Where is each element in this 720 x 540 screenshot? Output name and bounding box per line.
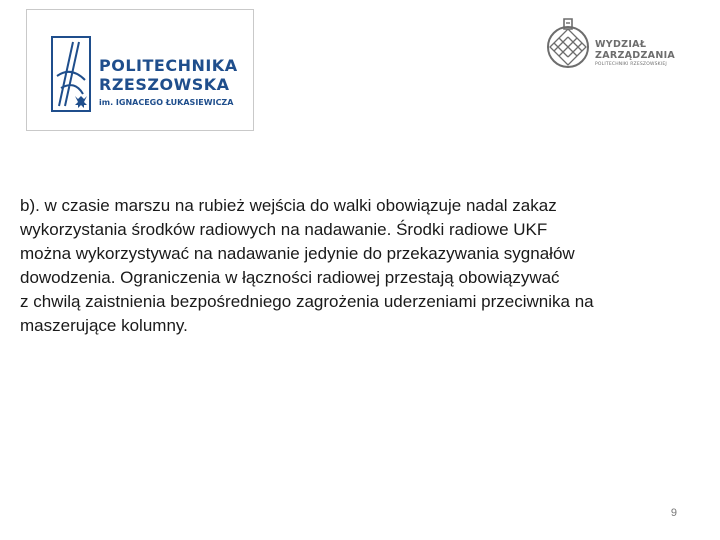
body-paragraph bbox=[20, 194, 710, 338]
paragraph-line: maszerujące kolumny. bbox=[20, 316, 188, 335]
paragraph-line: dowodzenia. Ograniczenia w łączności radiowej przestają obowiązywać bbox=[20, 268, 560, 287]
university-name-line2: RZESZOWSKA bbox=[99, 75, 230, 94]
paragraph-line: można wykorzystywać na nadawanie jedynie do przekazywania sygnałów bbox=[20, 244, 575, 263]
faculty-logo bbox=[545, 15, 685, 75]
faculty-emblem-icon bbox=[545, 15, 591, 71]
paragraph-line: wykorzystania środków radiowych na nadawanie. Środki radiowe UKF bbox=[20, 220, 548, 239]
university-emblem-icon bbox=[51, 36, 91, 112]
university-patron: im. IGNACEGO ŁUKASIEWICZA bbox=[99, 98, 234, 107]
paragraph-line: b). w czasie marszu na rubież wejścia do walki obowiązuje nadal zakaz bbox=[20, 196, 557, 215]
faculty-name-line1: WYDZIAŁ bbox=[595, 39, 647, 50]
faculty-name-line3: POLITECHNIKI RZESZOWSKIEJ bbox=[595, 62, 667, 67]
faculty-name-line2: ZARZĄDZANIA bbox=[595, 50, 676, 61]
university-logo bbox=[26, 9, 254, 131]
university-name-line1: POLITECHNIKA bbox=[99, 56, 238, 75]
paragraph-line: z chwilą zaistnienia bezpośredniego zagrożenia uderzeniami przeciwnika na bbox=[20, 292, 594, 311]
page-number: 9 bbox=[670, 507, 677, 519]
